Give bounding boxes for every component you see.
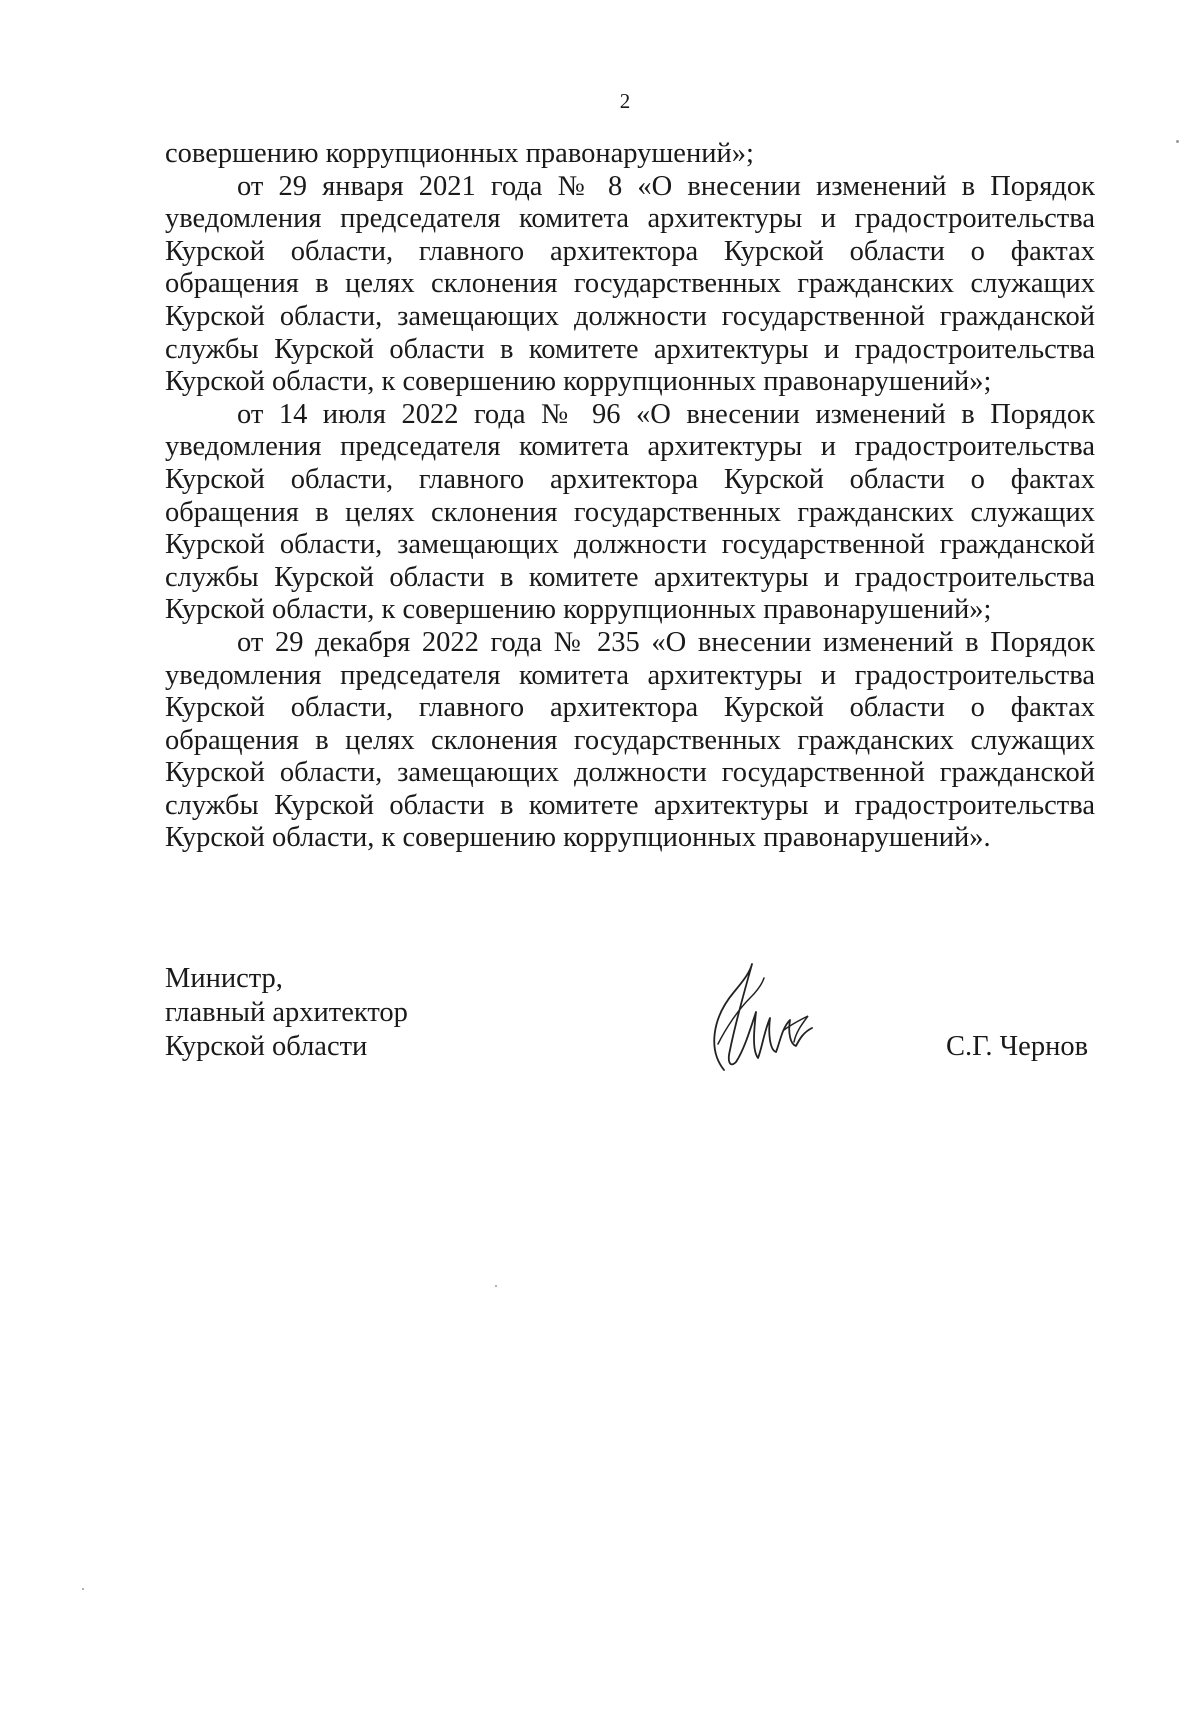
scan-speck (1176, 140, 1179, 143)
paragraph-order-2022-07-14: от 14 июля 2022 года № 96 «О внесении изменений в Порядок уведомления председателя комитета архитектуры и градостроительства Курской области, главного архитектора Курской области о фактах обращения в целях склонения государственных гражданских служащих Курской области, замещающих должности государственной гражданской службы Курской области в комитете архитектуры и градостроительства Курской области, к совершению коррупционных правонарушений»; (165, 398, 1095, 626)
scan-speck (495, 1285, 497, 1287)
page-number: 2 (619, 89, 631, 113)
signatory-position-line: главный архитектор (165, 997, 408, 1028)
paragraph-order-2021-01-29: от 29 января 2021 года № 8 «О внесении изменений в Порядок уведомления председателя комитета архитектуры и градостроительства Курской области, главного архитектора Курской области о фактах обращения в целях склонения государственных гражданских служащих Курской области, замещающих должности государственной гражданской службы Курской области в комитете архитектуры и градостроительства Курской области, к совершению коррупционных правонарушений»; (165, 170, 1095, 398)
signatory-position (165, 962, 408, 1064)
scan-speck (82, 1588, 84, 1590)
paragraph-order-2022-12-29: от 29 декабря 2022 года № 235 «О внесении изменений в Порядок уведомления председателя комитета архитектуры и градостроительства Курской области, главного архитектора Курской области о фактах обращения в целях склонения государственных гражданских служащих Курской области, замещающих должности государственной гражданской службы Курской области в комитете архитектуры и градостроительства Курской области, к совершению коррупционных правонарушений». (165, 626, 1095, 854)
signatory-position-line: Курской области (165, 1031, 368, 1062)
handwritten-signature-icon (700, 958, 820, 1078)
signatory-name: С.Г. Чернов (946, 1031, 1089, 1062)
paragraph-continuation: совершению коррупционных правонарушений»; (165, 138, 754, 169)
document-body (165, 138, 1095, 855)
signatory-position-line: Министр, (165, 963, 283, 994)
